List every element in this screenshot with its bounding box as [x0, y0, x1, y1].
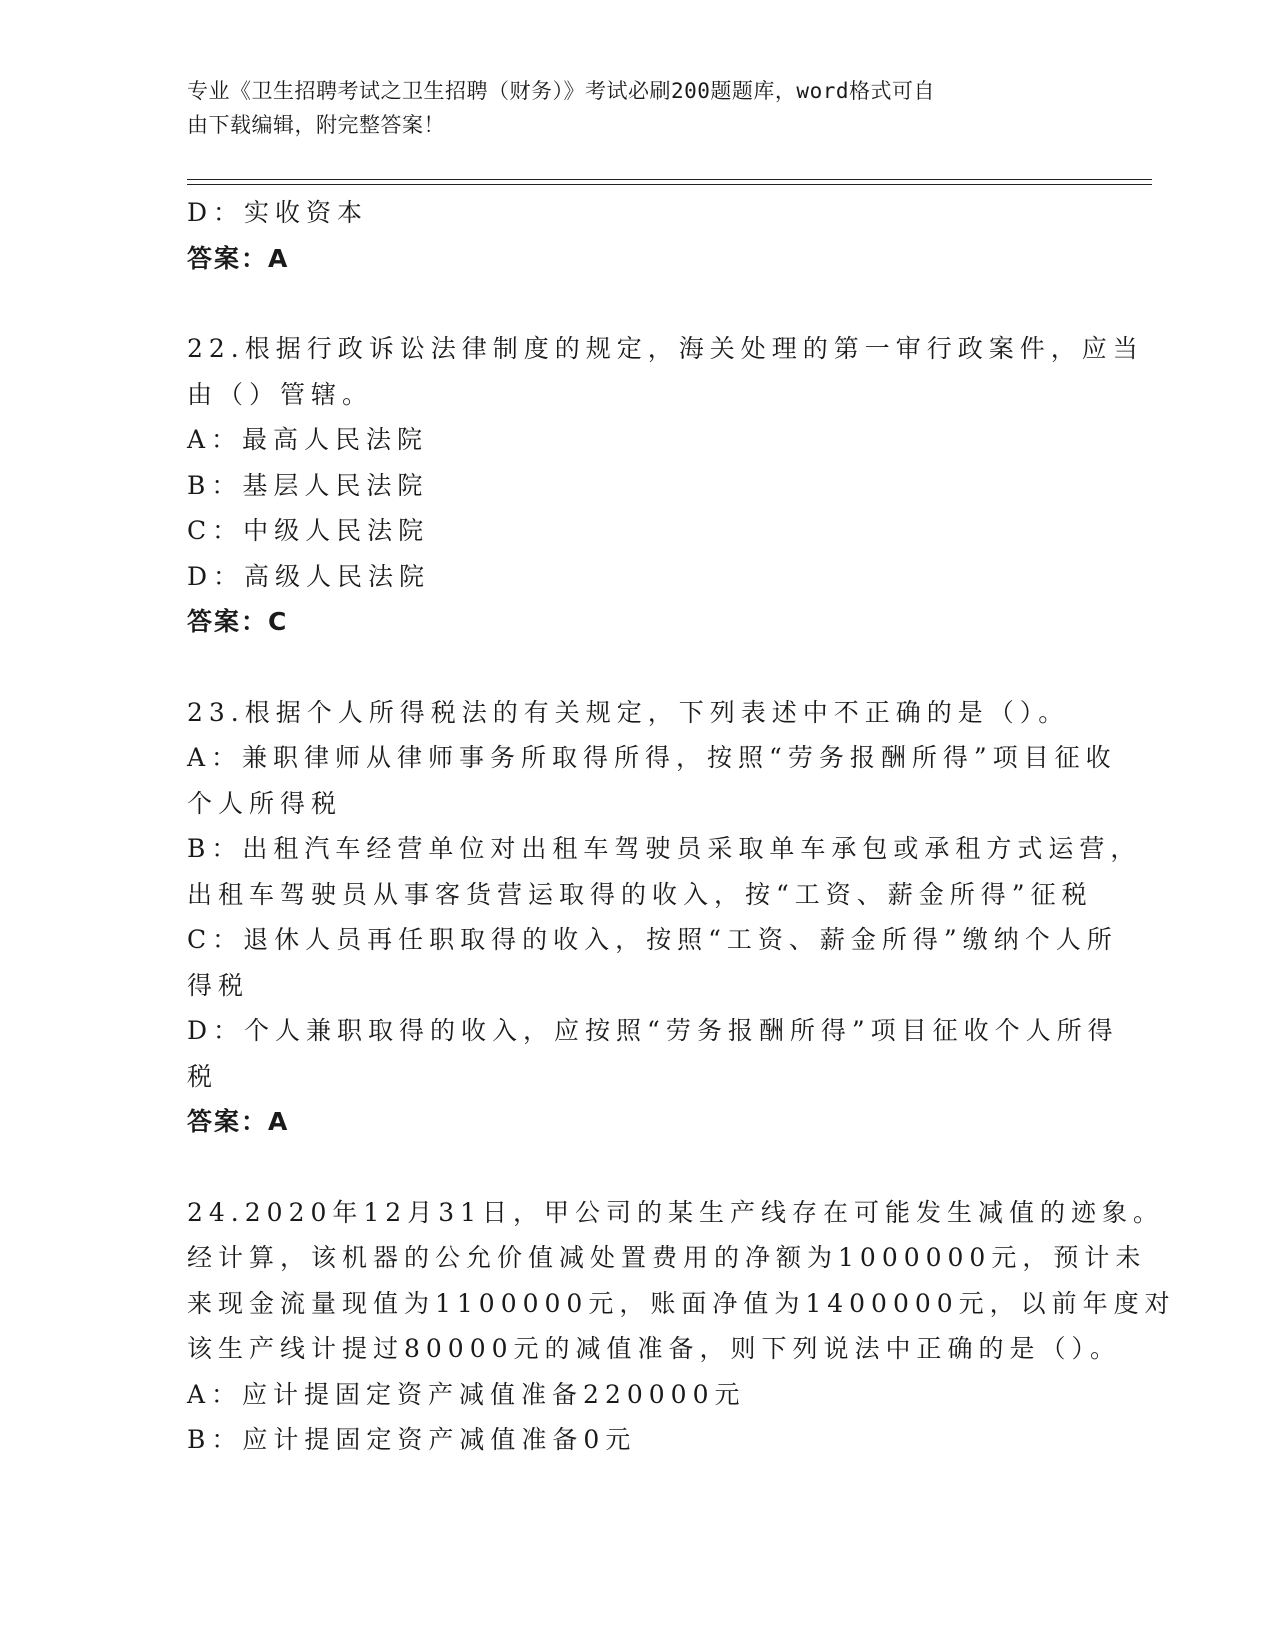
question-24 [187, 1190, 1176, 1463]
option-a: A：兼职律师从律师事务所取得所得，按照“劳务报酬所得”项目征收 [187, 743, 1117, 772]
option-c: C：退休人员再任职取得的收入，按照“工资、薪金所得”缴纳个人所 [187, 925, 1118, 954]
option-d: D：高级人民法院 [187, 561, 431, 591]
question-stem-cont: 来现金流量现值为1100000元，账面净值为1400000元，以前年度对 [187, 1288, 1176, 1318]
document-body [187, 190, 1176, 1463]
option-d: D：个人兼职取得的收入，应按照“劳务报酬所得”项目征收个人所得 [187, 1016, 1119, 1045]
question-stem-cont: 经计算，该机器的公允价值减处置费用的净额为1000000元，预计未 [187, 1243, 1147, 1272]
spacer [187, 645, 1087, 690]
answer-line: 答案：C [187, 607, 289, 636]
question-stem: 23.根据个人所得税法的有关规定，下列表述中不正确的是（）。 [187, 697, 1070, 727]
option-b: B：基层人民法院 [187, 470, 429, 500]
option-a-cont: 个人所得税 [187, 788, 343, 818]
header-divider-bottom [187, 184, 1152, 185]
header-line-2: 由下载编辑，附完整答案！ [187, 113, 445, 137]
option-c-cont: 得税 [187, 970, 250, 1000]
option-b: B：应计提固定资产减值准备0元 [187, 1425, 637, 1454]
spacer [187, 1145, 1087, 1190]
option-a: A：最高人民法院 [187, 425, 429, 454]
option-c: C：中级人民法院 [187, 516, 430, 545]
question-21-tail [187, 190, 1087, 281]
header-divider-top [187, 179, 1152, 180]
header-line-1: 专业《卫生招聘考试之卫生招聘（财务）》考试必刷200题题库，word格式可自 [187, 79, 935, 103]
question-stem-cont: 由（）管辖。 [187, 379, 374, 409]
answer-line: 答案：A [187, 243, 290, 273]
option-a: A：应计提固定资产减值准备220000元 [187, 1379, 746, 1409]
question-stem: 24.2020年12月31日，甲公司的某生产线存在可能发生减值的迹象。 [187, 1197, 1165, 1227]
document-header [187, 74, 1067, 142]
question-stem-cont: 该生产线计提过80000元的减值准备，则下列说法中正确的是（）。 [187, 1334, 1122, 1363]
question-22 [187, 326, 1144, 645]
option-d: D：实收资本 [187, 198, 369, 227]
question-23 [187, 690, 1142, 1145]
option-d-cont: 税 [187, 1061, 219, 1091]
question-stem: 22.根据行政诉讼法律制度的规定，海关处理的第一审行政案件，应当 [187, 334, 1144, 363]
spacer [187, 281, 1087, 326]
option-b-cont: 出租车驾驶员从事客货营运取得的收入，按“工资、薪金所得”征税 [187, 879, 1093, 909]
option-b: B：出租汽车经营单位对出租车驾驶员采取单车承包或承租方式运营， [187, 834, 1142, 863]
answer-line: 答案：A [187, 1107, 290, 1136]
